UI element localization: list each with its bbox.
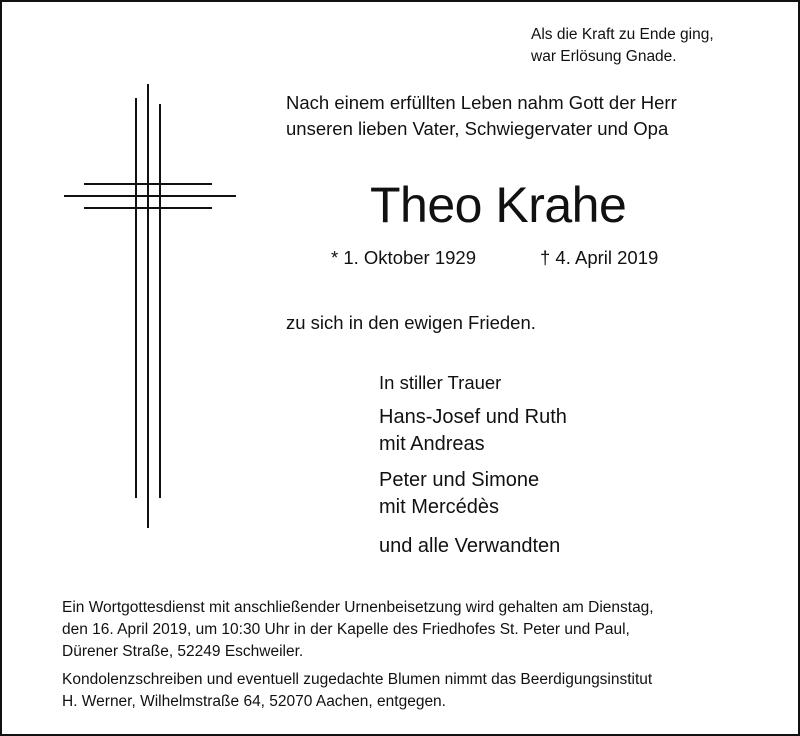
peace-line: zu sich in den ewigen Frieden.: [286, 312, 536, 333]
deceased-name: Theo Krahe: [370, 177, 627, 233]
service-note-line-2: den 16. April 2019, um 10:30 Uhr in der Kapelle des Friedhofes St. Peter und Paul,: [62, 621, 630, 638]
intro-line-2: unseren lieben Vater, Schwiegervater und Opa: [286, 118, 669, 139]
death-date: † 4. April 2019: [540, 247, 659, 268]
family-1-line-2: mit Andreas: [379, 433, 485, 455]
service-note-line-1: Ein Wortgottesdienst mit anschließender Urnenbeisetzung wird gehalten am Dienstag,: [62, 599, 654, 616]
family-1-line-1: Hans-Josef und Ruth: [379, 406, 567, 428]
motto-line-1: Als die Kraft zu Ende ging,: [531, 26, 714, 43]
service-note-line-3: Dürener Straße, 52249 Eschweiler.: [62, 643, 304, 660]
cross-icon: [60, 80, 240, 530]
family-2-line-2: mit Mercédès: [379, 496, 500, 518]
condolence-note-line-2: H. Werner, Wilhelmstraße 64, 52070 Aachen, entgegen.: [62, 693, 446, 710]
birth-date: * 1. Oktober 1929: [331, 247, 477, 268]
mourners-heading: In stiller Trauer: [379, 372, 502, 393]
family-2-line-1: Peter und Simone: [379, 469, 540, 491]
intro-line-1: Nach einem erfüllten Leben nahm Gott der Herr: [286, 92, 677, 113]
other-relatives: und alle Verwandten: [379, 535, 561, 557]
condolence-note-line-1: Kondolenzschreiben und eventuell zugedachte Blumen nimmt das Beerdigungsinstitut: [62, 671, 653, 688]
motto-line-2: war Erlösung Gnade.: [531, 48, 677, 65]
